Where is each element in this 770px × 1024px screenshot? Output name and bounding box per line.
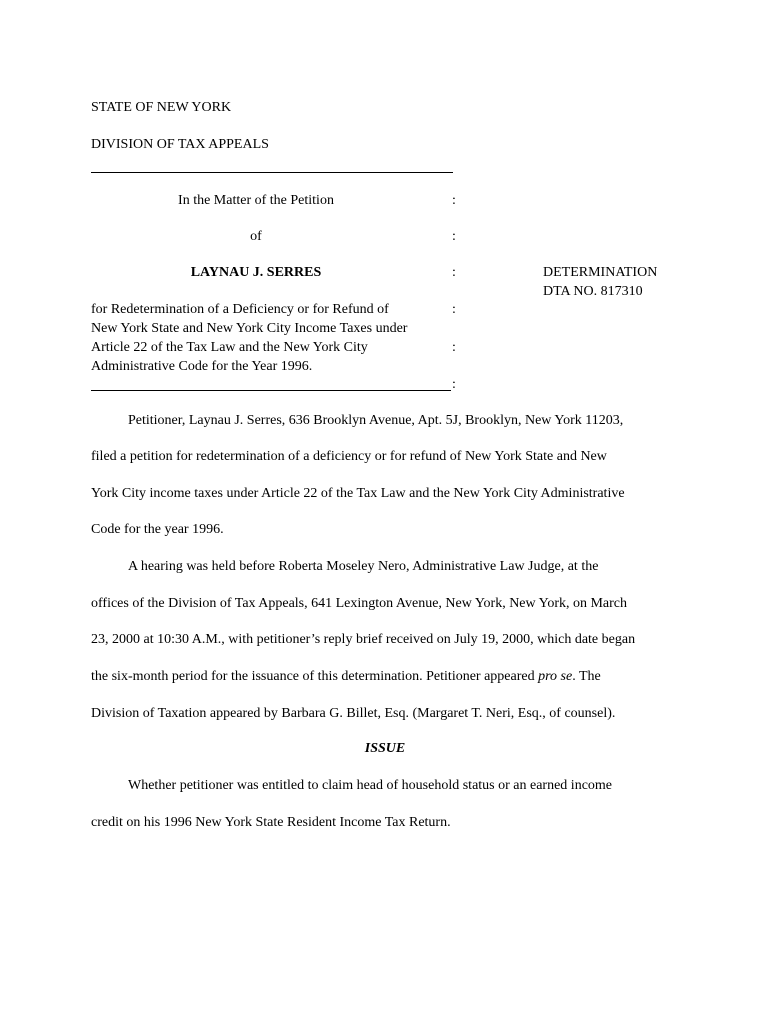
paragraph-line: filed a petition for redetermination of a deficiency or for refund of New York State and New [91,449,607,464]
pro-se-text: pro se [538,669,573,684]
division-heading: DIVISION OF TAX APPEALS [91,137,269,152]
dta-number: DTA NO. 817310 [543,284,643,299]
caption-description-line: New York State and New York City Income Taxes under [91,321,408,336]
paragraph-line [91,668,601,686]
caption-bottom-rule [91,390,451,391]
paragraph-line: 23, 2000 at 10:30 A.M., with petitioner’s reply brief received on July 19, 2000, which date began [91,632,636,647]
of-line: of [250,229,262,244]
issue-heading: ISSUE [364,741,406,756]
paragraph-line: York City income taxes under Article 22 of the Tax Law and the New York City Administrative [91,486,625,501]
caption-description-line: for Redetermination of a Deficiency or for Refund of [91,302,389,317]
paragraph-line: offices of the Division of Tax Appeals, 641 Lexington Avenue, New York, New York, on March [91,596,628,611]
paragraph-line: Petitioner, Laynau J. Serres, 636 Brooklyn Avenue, Apt. 5J, Brooklyn, New York 11203, [128,413,624,428]
text-run: the six-month period for the issuance of this determination. Petitioner appeared [91,669,539,684]
paragraph-line: Code for the year 1996. [91,522,224,537]
caption-colon: : [452,302,456,317]
paragraph-line: Whether petitioner was entitled to claim head of household status or an earned income [128,778,613,793]
caption-description-line: Administrative Code for the Year 1996. [91,359,313,374]
caption-top-rule [91,172,453,173]
paragraph-line: A hearing was held before Roberta Moseley Nero, Administrative Law Judge, at the [128,559,599,574]
text-run: . The [572,669,601,684]
caption-colon: : [452,377,456,392]
state-heading: STATE OF NEW YORK [91,100,232,115]
matter-line: In the Matter of the Petition [178,193,334,208]
caption-colon: : [452,265,456,280]
caption-colon: : [452,340,456,355]
determination-title: DETERMINATION [543,265,658,280]
paragraph-line: Division of Taxation appeared by Barbara G. Billet, Esq. (Margaret T. Neri, Esq., of counsel). [91,706,616,721]
caption-colon: : [452,193,456,208]
paragraph-line: credit on his 1996 New York State Resident Income Tax Return. [91,815,451,830]
caption-colon: : [452,229,456,244]
caption-description-line: Article 22 of the Tax Law and the New York City [91,340,368,355]
petitioner-name: LAYNAU J. SERRES [190,265,322,280]
